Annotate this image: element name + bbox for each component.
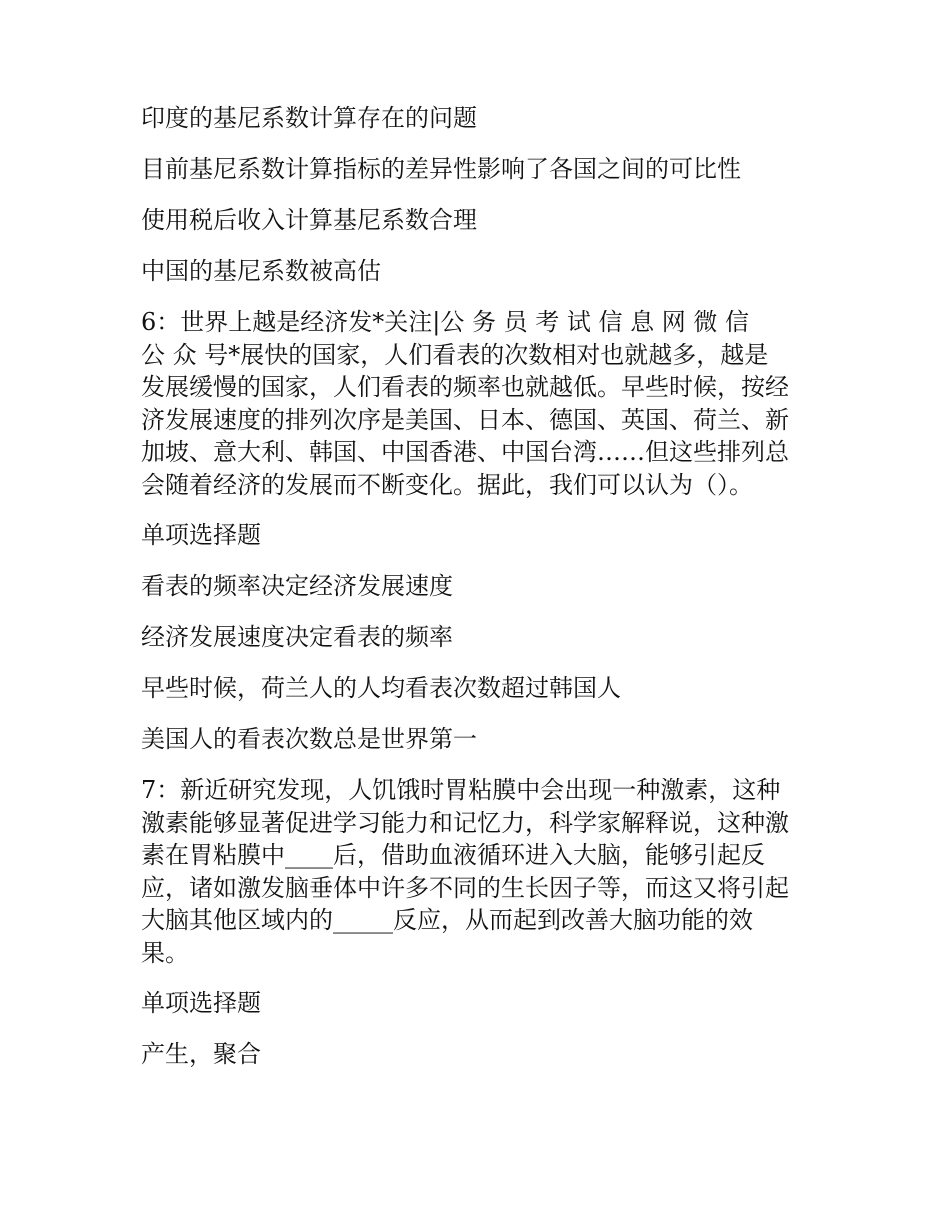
- question-line: 会随着经济的发展而不断变化。据此，我们可以认为（）。: [141, 470, 753, 499]
- question-line: 应，诸如激发脑垂体中许多不同的生长因子等，而这又将引起: [141, 873, 789, 902]
- option-text: 看表的频率决定经济发展速度: [141, 572, 453, 600]
- question-line: 果。: [141, 938, 189, 967]
- question-line: 激素能够显著促进学习能力和记忆力，科学家解释说，这种激: [141, 808, 789, 837]
- question-line: 公 众 号*展快的国家，人们看表的次数相对也就越多，越是: [141, 340, 769, 369]
- q5-options: [141, 102, 813, 288]
- option-text: 产生，聚合: [141, 1040, 261, 1068]
- option-text: 经济发展速度决定看表的频率: [141, 623, 453, 651]
- question-line: 大脑其他区域内的_____反应，从而起到改善大脑功能的效: [141, 906, 753, 934]
- question-line: 6：世界上越是经济发*关注|公 务 员 考 试 信 息 网 微 信: [141, 308, 750, 336]
- question-line: 发展缓慢的国家，人们看表的频率也就越低。早些时候，按经: [141, 373, 789, 401]
- option-text: 印度的基尼系数计算存在的问题: [141, 104, 477, 132]
- option-text: 美国人的看表次数总是世界第一: [141, 725, 477, 753]
- q7-question: [141, 774, 813, 969]
- option-text: 早些时候，荷兰人的人均看表次数超过韩国人: [141, 674, 621, 702]
- q7-question-type: 单项选择题: [141, 989, 261, 1017]
- option-text: 目前基尼系数计算指标的差异性影响了各国之间的可比性: [141, 155, 741, 183]
- q6-options: [141, 570, 813, 756]
- document-page: [141, 102, 813, 1089]
- question-line: 加坡、意大利、韩国、中国香港、中国台湾……但这些排列总: [141, 438, 789, 466]
- q6-question: [141, 306, 813, 501]
- option-text: 中国的基尼系数被高估: [141, 257, 381, 285]
- question-line: 素在胃粘膜中____后，借助血液循环进入大脑，能够引起反: [141, 841, 765, 869]
- option-text: 使用税后收入计算基尼系数合理: [141, 206, 477, 234]
- q6-question-type: 单项选择题: [141, 521, 261, 549]
- q7-options: [141, 1038, 813, 1071]
- question-line: 7：新近研究发现，人饥饿时胃粘膜中会出现一种激素，这种: [141, 776, 781, 804]
- question-line: 济发展速度的排列次序是美国、日本、德国、英国、荷兰、新: [141, 405, 789, 434]
